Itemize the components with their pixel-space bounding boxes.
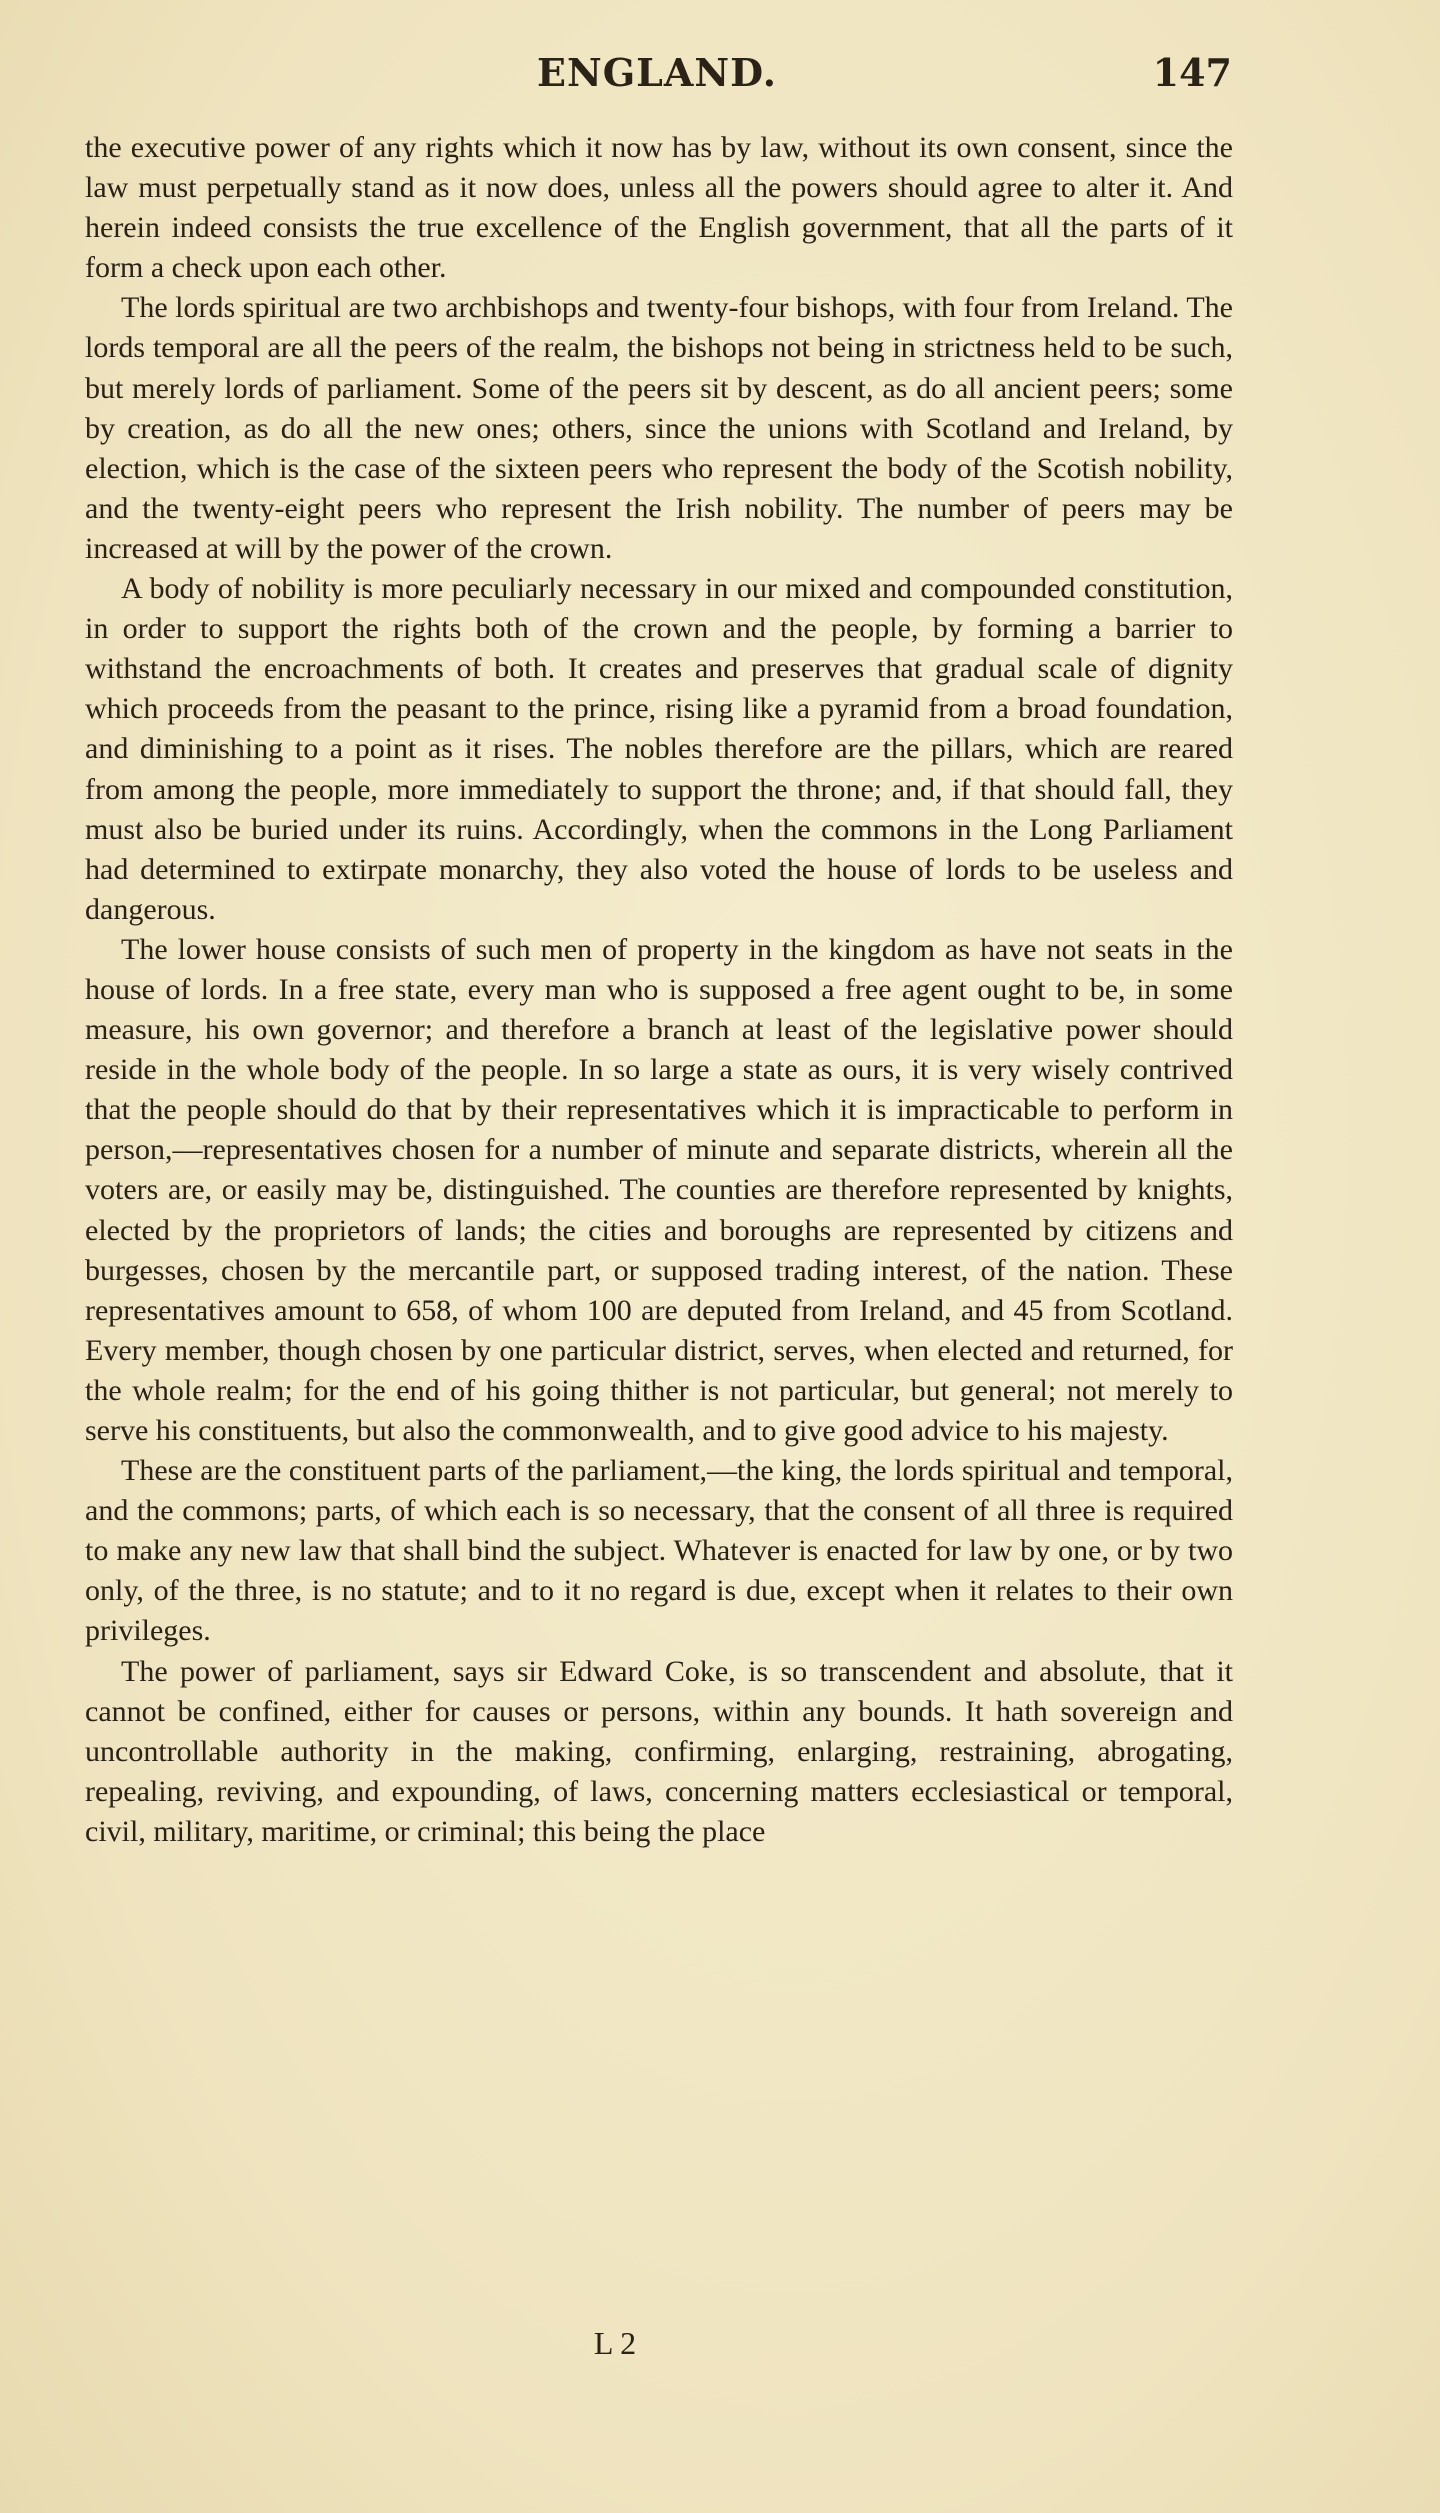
paragraph-continuation: the executive power of any rights which it now has by law, without its own consent, since the law must perpetually stand as it now does, unless all the powers should agree to alter it. And herein indeed consists the true excellence of the English government, that all the parts of it form a check upon each other. <box>85 131 1233 285</box>
page-header <box>82 50 1232 110</box>
running-title: ENGLAND. <box>537 50 777 95</box>
page-number: 147 <box>1152 50 1232 95</box>
body-text <box>85 128 1233 1852</box>
paragraph-lords: The lords spiritual are two archbishops and twenty-four bishops, with four from Ireland. The lords temporal are all the peers of the realm, the bishops not being in strictness held to be such, but merely lords of parliament. Some of the peers sit by descent, as do all ancient peers; some by creation, as do all the new ones; others, since the unions with Scotland and Ireland, by election, which is the case of the sixteen peers who represent the body of the Scotish nobility, and the twenty-eight peers who represent the Irish nobility. The number of peers may be increased at will by the power of the crown. <box>85 291 1233 565</box>
paragraph-constituent-parts: These are the constituent parts of the parliament,—the king, the lords spiritual and temporal, and the commons; parts, of which each is so necessary, that the consent of all three is required to make any new law that shall bind the subject. Whatever is enacted for law by one, or by two only, of the three, is no statute; and to it no regard is due, except when it relates to their own privileges. <box>85 1454 1233 1648</box>
paragraph-nobility: A body of nobility is more peculiarly necessary in our mixed and compounded constitution, in order to support the rights both of the crown and the people, by forming a barrier to withstand the encroachments of both. It creates and preserves that gradual scale of dignity which proceeds from the peasant to the prince, rising like a pyramid from a broad foundation, and diminishing to a point as it rises. The nobles therefore are the pillars, which are reared from among the people, more immediately to support the throne; and, if that should fall, they must also be buried under its ruins. Accordingly, when the commons in the Long Parliament had determined to extirpate monarchy, they also voted the house of lords to be useless and dangerous. <box>85 572 1233 926</box>
paragraph-power-of-parliament: The power of parliament, says sir Edward Coke, is so transcendent and absolute, that it cannot be confined, either for causes or persons, within any bounds. It hath sovereign and uncontrollable authority in the making, confirming, enlarging, restraining, abrogating, repealing, reviving, and expounding, of laws, concerning matters ecclesiastical or temporal, civil, military, maritime, or criminal; this being the place <box>85 1654 1233 1848</box>
signature-mark: L 2 <box>593 2325 637 2361</box>
paragraph-lower-house: The lower house consists of such men of property in the kingdom as have not seats in the house of lords. In a free state, every man who is supposed a free agent ought to be, in some measure, his own governor; and therefore a branch at least of the legislative power should reside in the whole body of the people. In so large a state as ours, it is very wisely contrived that the people should do that by their representatives which it is impracticable to perform in person,—representatives chosen for a number of minute and separate districts, wherein all the voters are, or easily may be, distinguished. The counties are therefore represented by knights, elected by the proprietors of lands; the cities and boroughs are represented by citizens and burgesses, chosen by the mercantile part, or supposed trading interest, of the nation. These representatives amount to 658, of whom 100 are deputed from Ireland, and 45 from Scotland. Every member, though chosen by one particular district, serves, when elected and returned, for the whole realm; for the end of his going thither is not particular, but general; not merely to serve his constituents, but also the commonwealth, and to give good advice to his majesty. <box>85 932 1233 1447</box>
